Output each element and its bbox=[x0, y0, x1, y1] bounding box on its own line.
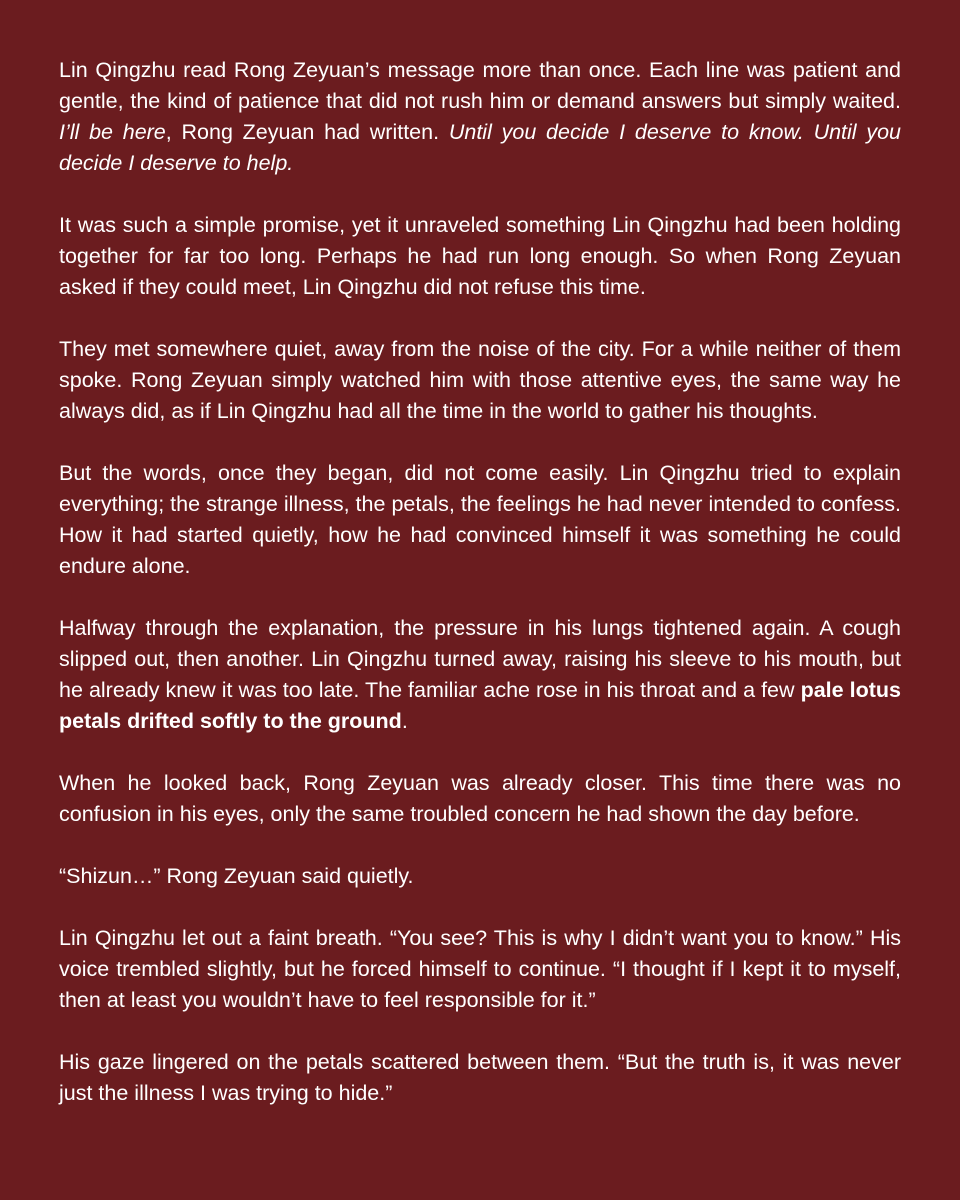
paragraph-6: When he looked back, Rong Zeyuan was already closer. This time there was no confusion in his eyes, only the same troubled concern he had shown the day before. bbox=[59, 771, 901, 826]
paragraph-3: They met somewhere quiet, away from the noise of the city. For a while neither of them spoke. Rong Zeyuan simply watched him with those attentive eyes, the same way he always did, as if Lin Qingzhu had all the time in the world to gather his thoughts. bbox=[59, 337, 901, 423]
paragraph-5 bbox=[59, 613, 901, 737]
paragraph-1-text-c: , Rong Zeyuan had written. bbox=[165, 120, 449, 144]
paragraph-1 bbox=[59, 55, 901, 179]
paragraph-5-bold-phrase: pale lotus petals drifted softly to the ground bbox=[59, 678, 901, 733]
paragraph-5-text-a: Halfway through the explanation, the pressure in his lungs tightened again. A cough slipped out, then another. Lin Qingzhu turned away, raising his sleeve to his mouth, but he already knew it was too late. The familiar ache rose in his throat and a few bbox=[59, 616, 901, 702]
paragraph-1-italic-quote: I’ll be here bbox=[59, 120, 166, 144]
paragraph-2: It was such a simple promise, yet it unraveled something Lin Qingzhu had been holding together for far too long. Perhaps he had run long enough. So when Rong Zeyuan asked if they could meet, Lin Qingzhu did not refuse this time. bbox=[59, 213, 901, 299]
paragraph-5-text-c: . bbox=[401, 709, 408, 733]
paragraph-1-text-a: Lin Qingzhu read Rong Zeyuan’s message more than once. Each line was patient and gentle, the kind of patience that did not rush him or demand answers but simply waited. bbox=[59, 58, 901, 113]
paragraph-4: But the words, once they began, did not come easily. Lin Qingzhu tried to explain everything; the strange illness, the petals, the feelings he had never intended to confess. How it had started quietly, how he had convinced himself it was something he could endure alone. bbox=[59, 461, 901, 578]
paragraph-7: “Shizun…” Rong Zeyuan said quietly. bbox=[59, 864, 414, 888]
paragraph-8: Lin Qingzhu let out a faint breath. “You see? This is why I didn’t want you to know.” His voice trembled slightly, but he forced himself to continue. “I thought if I kept it to myself, then at least you wouldn’t have to feel responsible for it.” bbox=[59, 926, 901, 1012]
paragraph-9: His gaze lingered on the petals scattered between them. “But the truth is, it was never just the illness I was trying to hide.” bbox=[59, 1050, 901, 1105]
paragraph-1-italic-closing: Until you decide I deserve to know. Until you decide I deserve to help. bbox=[59, 120, 901, 175]
